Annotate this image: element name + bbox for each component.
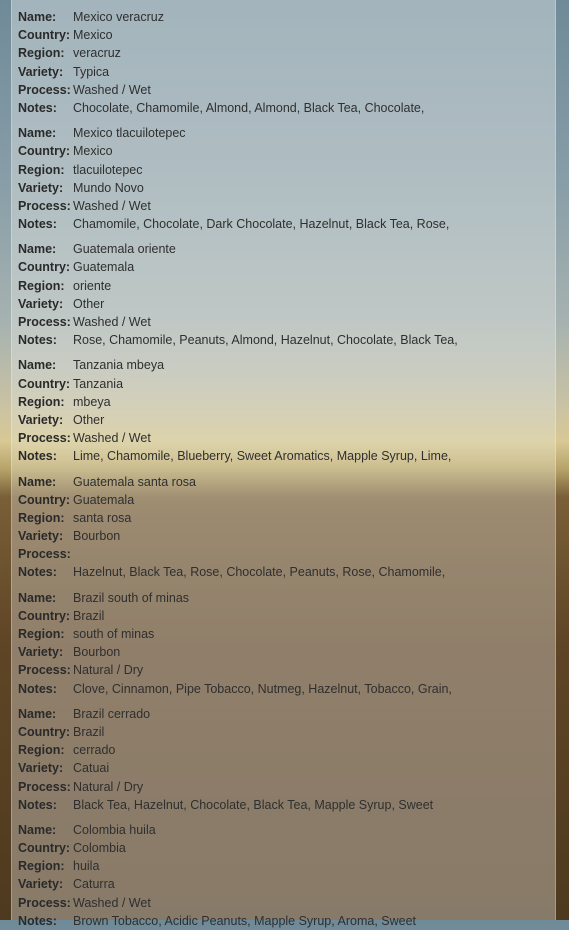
coffee-entry[interactable] [18,589,555,698]
country-label: Country: [18,724,71,739]
variety-label: Variety: [18,180,64,195]
coffee-entry[interactable] [18,705,555,814]
notes-row [18,912,555,930]
region-label: Region: [18,859,65,874]
region-label: Region: [18,162,65,177]
notes-value: Lime, Chamomile, Blueberry, Sweet Aromatics, Mapple Syrup, Lime, [73,449,452,464]
country-label: Country: [18,492,71,507]
name-row [18,8,555,26]
country-value: Brazil [73,608,105,623]
process-label: Process: [18,198,71,213]
country-value: Mexico [73,28,113,43]
process-label: Process: [18,663,71,678]
region-value: oriente [73,278,112,293]
notes-label: Notes: [18,100,57,115]
country-value: Mexico [73,144,113,159]
notes-label: Notes: [18,565,57,580]
region-row [18,625,555,643]
coffee-entry[interactable] [18,124,555,233]
country-row [18,839,555,857]
name-value: Guatemala santa rosa [73,474,196,489]
name-row [18,589,555,607]
region-label: Region: [18,394,65,409]
country-value: Tanzania [73,376,124,391]
process-row [18,545,555,563]
name-row [18,705,555,723]
country-label: Country: [18,28,71,43]
country-row [18,607,555,625]
process-row [18,778,555,796]
country-value: Colombia [73,841,126,856]
name-row [18,124,555,142]
notes-row [18,331,555,349]
country-row [18,375,555,393]
process-label: Process: [18,779,71,794]
variety-row [18,411,555,429]
variety-label: Variety: [18,529,64,544]
variety-value: Mundo Novo [73,180,144,195]
process-label: Process: [18,895,71,910]
name-label: Name: [18,126,57,141]
notes-label: Notes: [18,449,57,464]
region-row [18,277,555,295]
country-row [18,26,555,44]
name-value: Mexico veracruz [73,10,164,24]
process-value: Washed / Wet [73,431,151,446]
name-label: Name: [18,474,57,489]
notes-label: Notes: [18,681,57,696]
process-label: Process: [18,315,71,329]
coffee-list-panel[interactable] [11,0,556,928]
name-row [18,473,555,491]
notes-row [18,563,555,581]
region-row [18,161,555,179]
process-value: Washed / Wet [73,895,151,910]
coffee-entry[interactable] [18,8,555,117]
variety-row [18,295,555,313]
variety-value: Typica [73,64,110,79]
variety-label: Variety: [18,877,64,892]
name-value: Colombia huila [73,822,156,837]
coffee-list [12,0,555,930]
country-label: Country: [18,260,71,275]
notes-row [18,99,555,117]
region-value: south of minas [73,627,155,641]
variety-label: Variety: [18,296,64,311]
process-row [18,429,555,447]
name-label: Name: [18,590,57,605]
region-row [18,857,555,875]
region-value: mbeya [73,394,111,409]
region-value: huila [73,859,100,874]
region-value: veracruz [73,46,121,61]
process-label: Process: [18,547,71,562]
name-row [18,821,555,839]
process-value: Washed / Wet [73,82,151,97]
region-row [18,509,555,527]
region-row [18,741,555,759]
country-row [18,142,555,160]
process-value: Natural / Dry [73,663,144,678]
variety-label: Variety: [18,761,64,776]
variety-label: Variety: [18,64,64,79]
process-row [18,81,555,99]
variety-value: Catuai [73,761,110,776]
country-value: Guatemala [73,260,135,275]
name-value: Brazil south of minas [73,590,190,605]
notes-label: Notes: [18,913,57,928]
region-label: Region: [18,743,65,758]
process-row [18,894,555,912]
region-label: Region: [18,627,65,641]
coffee-entry[interactable] [18,240,555,349]
coffee-entry[interactable] [18,356,555,465]
name-label: Name: [18,706,57,721]
process-row [18,661,555,679]
process-label: Process: [18,431,71,446]
name-value: Guatemala oriente [73,242,176,257]
variety-label: Variety: [18,645,64,660]
name-row [18,240,555,258]
name-value: Tanzania mbeya [73,358,165,373]
variety-row [18,875,555,893]
region-value: tlacuilotepec [73,162,143,177]
notes-value: Chocolate, Chamomile, Almond, Almond, Black Tea, Chocolate, [73,100,425,115]
region-row [18,44,555,62]
name-label: Name: [18,242,57,257]
notes-value: Brown Tobacco, Acidic Peanuts, Mapple Syrup, Aroma, Sweet [73,913,417,928]
region-row [18,393,555,411]
country-label: Country: [18,608,71,623]
name-label: Name: [18,10,57,24]
notes-row [18,680,555,698]
name-value: Mexico tlacuilotepec [73,126,186,141]
notes-value: Hazelnut, Black Tea, Rose, Chocolate, Peanuts, Rose, Chamomile, [73,565,446,580]
variety-value: Bourbon [73,529,121,544]
variety-value: Bourbon [73,645,121,660]
notes-row [18,447,555,465]
coffee-entry[interactable] [18,821,555,930]
variety-row [18,63,555,81]
notes-value: Rose, Chamomile, Peanuts, Almond, Hazelnut, Chocolate, Black Tea, [73,333,458,348]
country-label: Country: [18,144,71,159]
notes-row [18,796,555,814]
notes-label: Notes: [18,333,57,348]
process-row [18,313,555,331]
country-value: Brazil [73,724,105,739]
name-row [18,356,555,374]
notes-label: Notes: [18,797,57,812]
variety-value: Caturra [73,877,115,892]
process-value: Washed / Wet [73,198,151,213]
variety-row [18,527,555,545]
region-value: cerrado [73,743,116,758]
country-value: Guatemala [73,492,135,507]
region-value: santa rosa [73,510,132,525]
notes-row [18,215,555,233]
region-label: Region: [18,46,65,61]
country-row [18,491,555,509]
name-label: Name: [18,358,57,373]
notes-label: Notes: [18,217,57,232]
process-row [18,197,555,215]
name-label: Name: [18,822,57,837]
region-label: Region: [18,510,65,525]
coffee-entry[interactable] [18,473,555,582]
notes-value: Chamomile, Chocolate, Dark Chocolate, Hazelnut, Black Tea, Rose, [73,217,450,232]
variety-value: Other [73,412,105,427]
process-label: Process: [18,82,71,97]
name-value: Brazil cerrado [73,706,151,721]
variety-row [18,643,555,661]
country-label: Country: [18,841,71,856]
variety-row [18,759,555,777]
variety-label: Variety: [18,412,64,427]
variety-row [18,179,555,197]
notes-value: Clove, Cinnamon, Pipe Tobacco, Nutmeg, Hazelnut, Tobacco, Grain, [73,681,452,696]
process-value: Natural / Dry [73,779,144,794]
country-row [18,723,555,741]
notes-value: Black Tea, Hazelnut, Chocolate, Black Tea, Mapple Syrup, Sweet [73,797,434,812]
country-row [18,258,555,276]
country-label: Country: [18,376,71,391]
process-value: Washed / Wet [73,315,151,329]
region-label: Region: [18,278,65,293]
variety-value: Other [73,296,105,311]
